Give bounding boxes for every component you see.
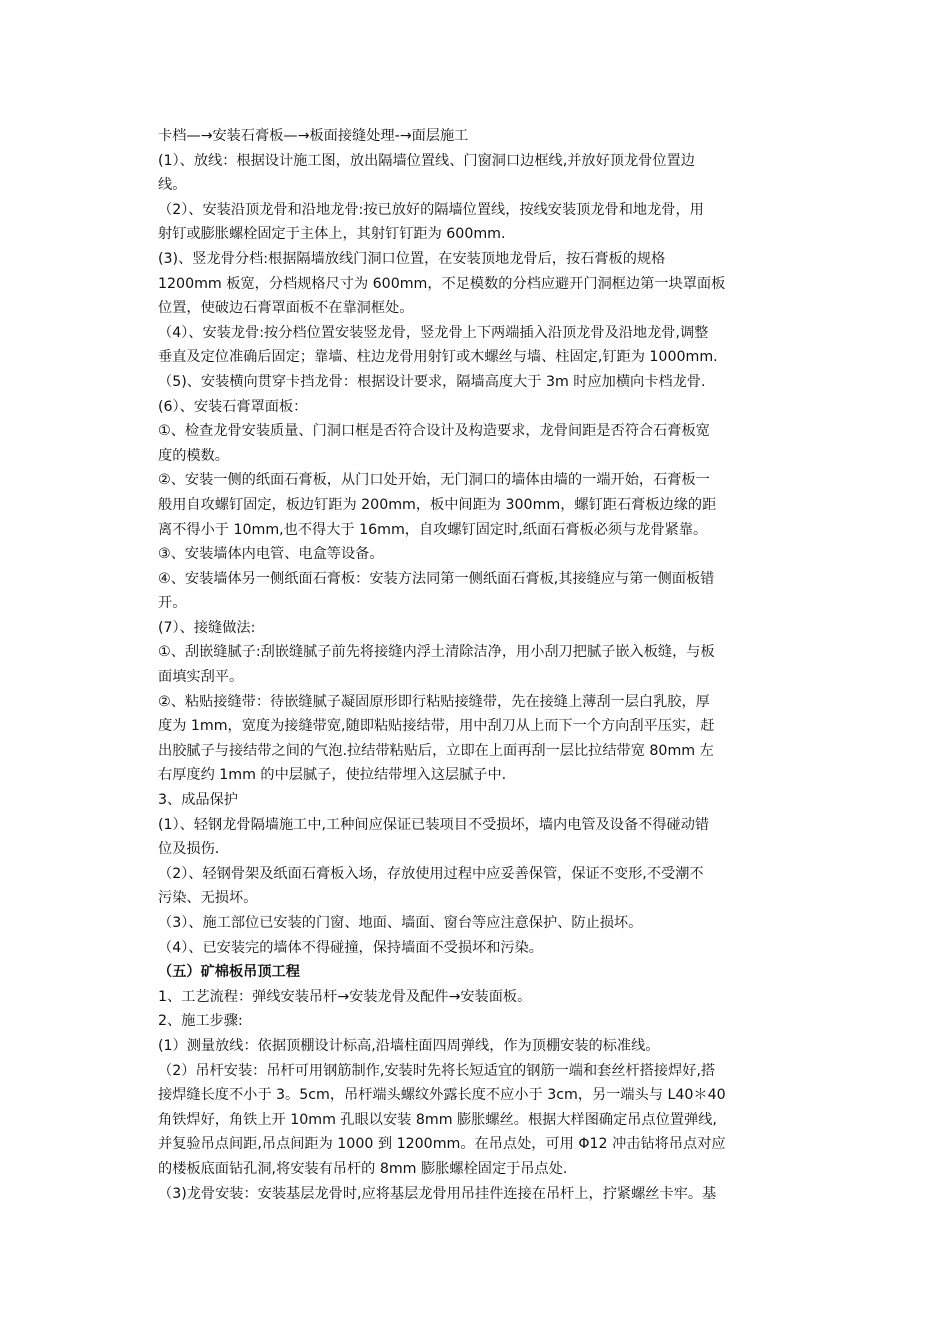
text-line: ③、安装墙体内电管、电盒等设备。 (158, 546, 384, 563)
text-line: 并复验吊点间距,吊点间距为 1000 到 1200mm。在吊点处，可用 Φ12 冲击钻将吊点对应 (158, 1136, 726, 1153)
section-heading: 3、成品保护 (158, 792, 238, 809)
text-line: 般用自攻螺钉固定，板边钉距为 200mm，板中间距为 300mm，螺钉距石膏板边缘的距 (158, 496, 717, 513)
text-line: (6）、安装石膏罩面板： (158, 398, 308, 415)
text-line: （5)、安装横向贯穿卡挡龙骨：根据设计要求，隔墙高度大于 3m 时应加横向卡档龙骨. (158, 373, 706, 390)
text-line: （4）、已安装完的墙体不得碰撞，保持墙面不受损坏和污染。 (158, 939, 543, 956)
section-heading: 2、施工步骤: (158, 1013, 243, 1030)
text-line: ①、检查龙骨安装质量、门洞口框是否符合设计及构造要求，龙骨间距是否符合石膏板宽 (158, 423, 710, 440)
section-heading: 1、工艺流程：弹线安装吊杆→安装龙骨及配件→安装面板。 (158, 988, 532, 1005)
text-line: 卡档—→安装石膏板—→板面接缝处理-→面层施工 (158, 128, 469, 144)
text-line: (1）、放线：根据设计施工图，放出隔墙位置线、门窗洞口边框线,并放好顶龙骨位置边 (158, 152, 695, 169)
text-line: ②、安装一侧的纸面石膏板，从门口处开始，无门洞口的墙体由墙的一端开始，石膏板一 (158, 472, 710, 489)
chapter-heading: （五）矿棉板吊顶工程 (158, 964, 300, 981)
text-line: (1）测量放线：依据顶棚设计标高,沿墙柱面四周弹线，作为顶棚安装的标准线。 (158, 1037, 660, 1054)
text-line: 线。 (158, 177, 187, 194)
document-body (158, 124, 798, 1206)
text-line: (3)、竖龙骨分档:根据隔墙放线门洞口位置，在安装顶地龙骨后，按石膏板的规格 (158, 250, 666, 267)
text-line: 的楼板底面钻孔洞,将安装有吊杆的 8mm 膨胀螺栓固定于吊点处. (158, 1160, 568, 1177)
text-line: （4）、安装龙骨:按分档位置安装竖龙骨，竖龙骨上下两端插入沿顶龙骨及沿地龙骨,调整 (158, 324, 709, 341)
text-line: ②、粘贴接缝带：待嵌缝腻子凝固原形即行粘贴接缝带，先在接缝上薄刮一层白乳胶，厚 (158, 693, 710, 710)
text-line: 面填实刮平。 (158, 669, 244, 686)
text-line: （2）、轻钢骨架及纸面石膏板入场，存放使用过程中应妥善保管，保证不变形,不受潮不 (158, 865, 704, 882)
text-line: （2）、安装沿顶龙骨和沿地龙骨:按已放好的隔墙位置线，按线安装顶龙骨和地龙骨，用 (158, 201, 704, 218)
text-line: 位及损伤. (158, 841, 220, 858)
text-line: 接焊缝长度不小于 3。5cm，吊杆端头螺纹外露长度不应小于 3cm，另一端头与 L40＊40 (158, 1087, 726, 1104)
text-line: ①、刮嵌缝腻子:刮嵌缝腻子前先将接缝内浮土清除洁净，用小刮刀把腻子嵌入板缝，与板 (158, 644, 715, 661)
text-line: 度为 1mm，宽度为接缝带宽,随即粘贴接结带，用中刮刀从上而下一个方向刮平压实，赶 (158, 718, 715, 735)
text-line: 污染、无损坏。 (158, 890, 258, 907)
text-line: 离不得小于 10mm,也不得大于 16mm，自攻螺钉固定时,纸面石膏板必须与龙骨紧靠。 (158, 521, 708, 538)
text-line: 度的模数。 (158, 447, 229, 464)
text-line: 角铁焊好，角铁上开 10mm 孔眼以安装 8mm 膨胀螺丝。根据大样图确定吊点位置弹线, (158, 1111, 717, 1128)
text-line: 开。 (158, 595, 187, 612)
text-line: 出胶腻子与接结带之间的气泡.拉结带粘贴后，立即在上面再刮一层比拉结带宽 80mm 左 (158, 742, 714, 759)
text-line: 射钉或膨胀螺栓固定于主体上，其射钉钉距为 600mm. (158, 226, 506, 243)
text-line: （2）吊杆安装：吊杆可用钢筋制作,安装时先将长短适宜的钢筋一端和套丝杆搭接焊好,搭 (158, 1062, 716, 1079)
text-line: 右厚度约 1mm 的中层腻子，使拉结带埋入这层腻子中. (158, 767, 507, 784)
text-line: (1）、轻钢龙骨隔墙施工中,工种间应保证已装项目不受损坏，墙内电管及设备不得碰动错 (158, 816, 710, 833)
text-line: ④、安装墙体另一侧纸面石膏板：安装方法同第一侧纸面石膏板,其接缝应与第一侧面板错 (158, 570, 715, 587)
text-line: 位置，使破边石膏罩面板不在靠洞框处。 (158, 300, 414, 317)
text-line: 1200mm 板宽，分档规格尺寸为 600mm，不足模数的分档应避开门洞框边第一块罩面板 (158, 275, 726, 292)
text-line: 垂直及定位准确后固定；靠墙、柱边龙骨用射钉或木螺丝与墙、柱固定,钉距为 1000mm. (158, 349, 718, 366)
text-line: (7）、接缝做法: (158, 619, 256, 636)
text-line: （3）、施工部位已安装的门窗、地面、墙面、窗台等应注意保护、防止损坏。 (158, 915, 643, 931)
text-line: （3)龙骨安装：安装基层龙骨时,应将基层龙骨用吊挂件连接在吊杆上，拧紧螺丝卡牢。基 (158, 1185, 717, 1202)
